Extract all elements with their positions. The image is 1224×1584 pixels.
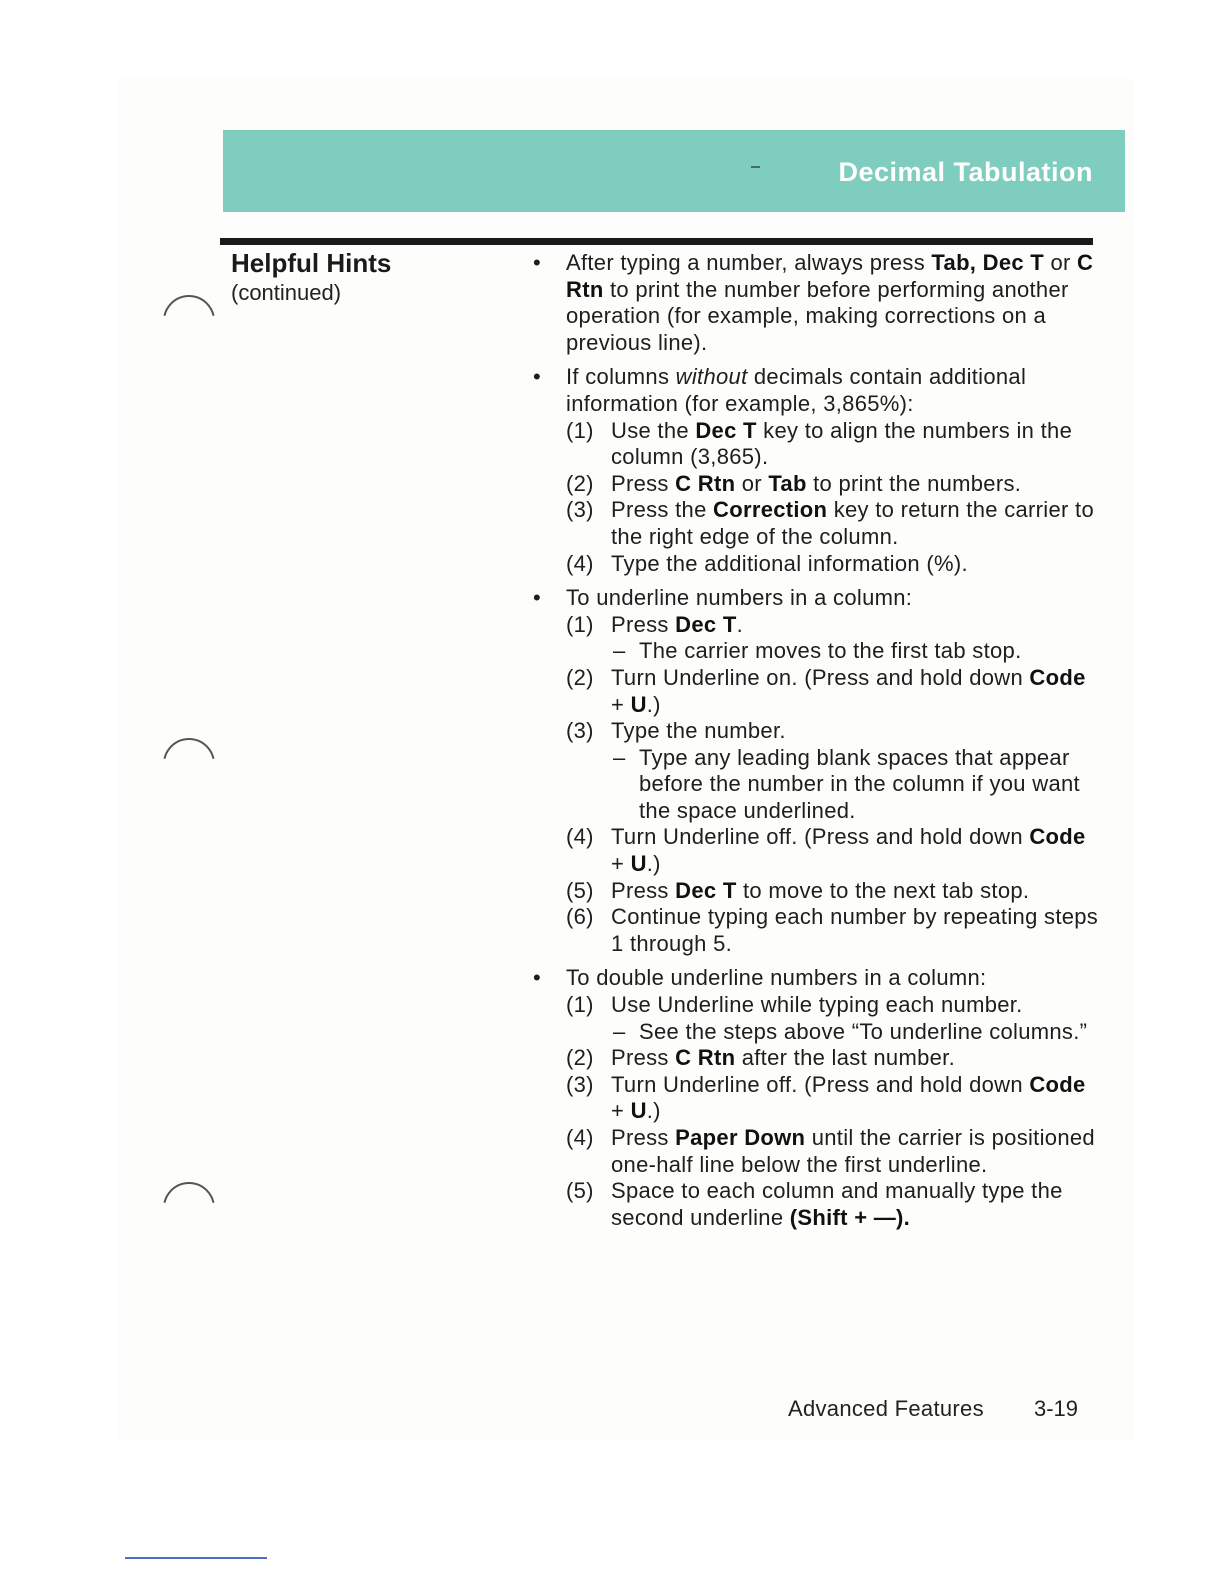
hint-bullet-print-number: • After typing a number, always press Tab, Dec T or C Rtn to print the number before performing another operation (for example, making corrections on a previous line). bbox=[533, 250, 1094, 355]
bullet-text: To underline numbers in a column: bbox=[566, 585, 913, 611]
step-item: (1) Use the Dec T key to align the numbers in the column (3,865). bbox=[566, 417, 1073, 470]
sub-note: – Type any leading blank spaces that appear before the number in the column if you want the space underlined. bbox=[613, 744, 1080, 823]
dash-icon: – bbox=[613, 1018, 626, 1044]
header-title: Decimal Tabulation bbox=[838, 157, 1093, 187]
bullet-text: If columns without decimals contain additional information (for example, 3,865%): bbox=[566, 364, 1027, 416]
bullet-text: To double underline numbers in a column: bbox=[566, 965, 987, 991]
sidebar-subheading: (continued) bbox=[231, 280, 342, 305]
step-item: (3) Press the Correction key to return the carrier to the right edge of the column. bbox=[566, 497, 1094, 549]
step-item: (4) Turn Underline off. (Press and hold down Code + U.) bbox=[566, 824, 1086, 877]
bullet-icon: • bbox=[533, 585, 542, 611]
section-rule bbox=[220, 238, 1093, 245]
step-item: (1) Use Underline while typing each number. – See the steps above “To underline columns.” bbox=[566, 992, 1103, 1045]
sub-note: – The carrier moves to the first tab stop. bbox=[613, 638, 1022, 664]
bullet-icon: • bbox=[533, 364, 542, 390]
dash-icon: – bbox=[613, 638, 626, 664]
bullet-icon: • bbox=[533, 965, 542, 991]
step-item: (5) Press Dec T to move to the next tab stop. bbox=[566, 877, 1030, 903]
bottom-edge-line bbox=[125, 1557, 267, 1559]
header-band bbox=[223, 130, 1125, 212]
sidebar-heading: Helpful Hints bbox=[231, 248, 392, 278]
step-item: (2) Press C Rtn or Tab to print the numbers. bbox=[566, 470, 1022, 496]
step-item: (1) Press Dec T. – The carrier moves to the first tab stop. bbox=[566, 612, 1103, 665]
page-number: 3-19 bbox=[1034, 1396, 1079, 1421]
step-item: (4) Press Paper Down until the carrier is positioned one-half line below the first underline. bbox=[566, 1125, 1095, 1177]
footer-section-label: Advanced Features bbox=[788, 1396, 984, 1421]
hint-bullet-double-underline bbox=[533, 965, 1103, 1231]
bullet-icon: • bbox=[533, 250, 542, 275]
dash-icon: – bbox=[613, 744, 626, 770]
step-item: (6) Continue typing each number by repeating steps 1 through 5. bbox=[566, 904, 1099, 956]
header-tick-mark bbox=[751, 166, 760, 168]
step-item: (2) Press C Rtn after the last number. bbox=[566, 1045, 955, 1071]
step-item: (3) Turn Underline off. (Press and hold down Code + U.) bbox=[566, 1071, 1086, 1124]
step-item: (2) Turn Underline on. (Press and hold down Code + U.) bbox=[566, 664, 1086, 717]
sub-note: – See the steps above “To underline columns.” bbox=[613, 1018, 1088, 1044]
step-item: (5) Space to each column and manually type the second underline (Shift + —). bbox=[566, 1178, 1063, 1230]
hint-bullet-columns-without-decimals bbox=[533, 364, 1103, 577]
step-item: (4) Type the additional information (%). bbox=[566, 550, 968, 576]
hints-content bbox=[533, 250, 1103, 1239]
hint-bullet-underline-numbers bbox=[533, 585, 1103, 957]
step-item: (3) Type the number. – Type any leading blank spaces that appear before the number in the column if you want the space underlined. bbox=[566, 718, 1103, 824]
